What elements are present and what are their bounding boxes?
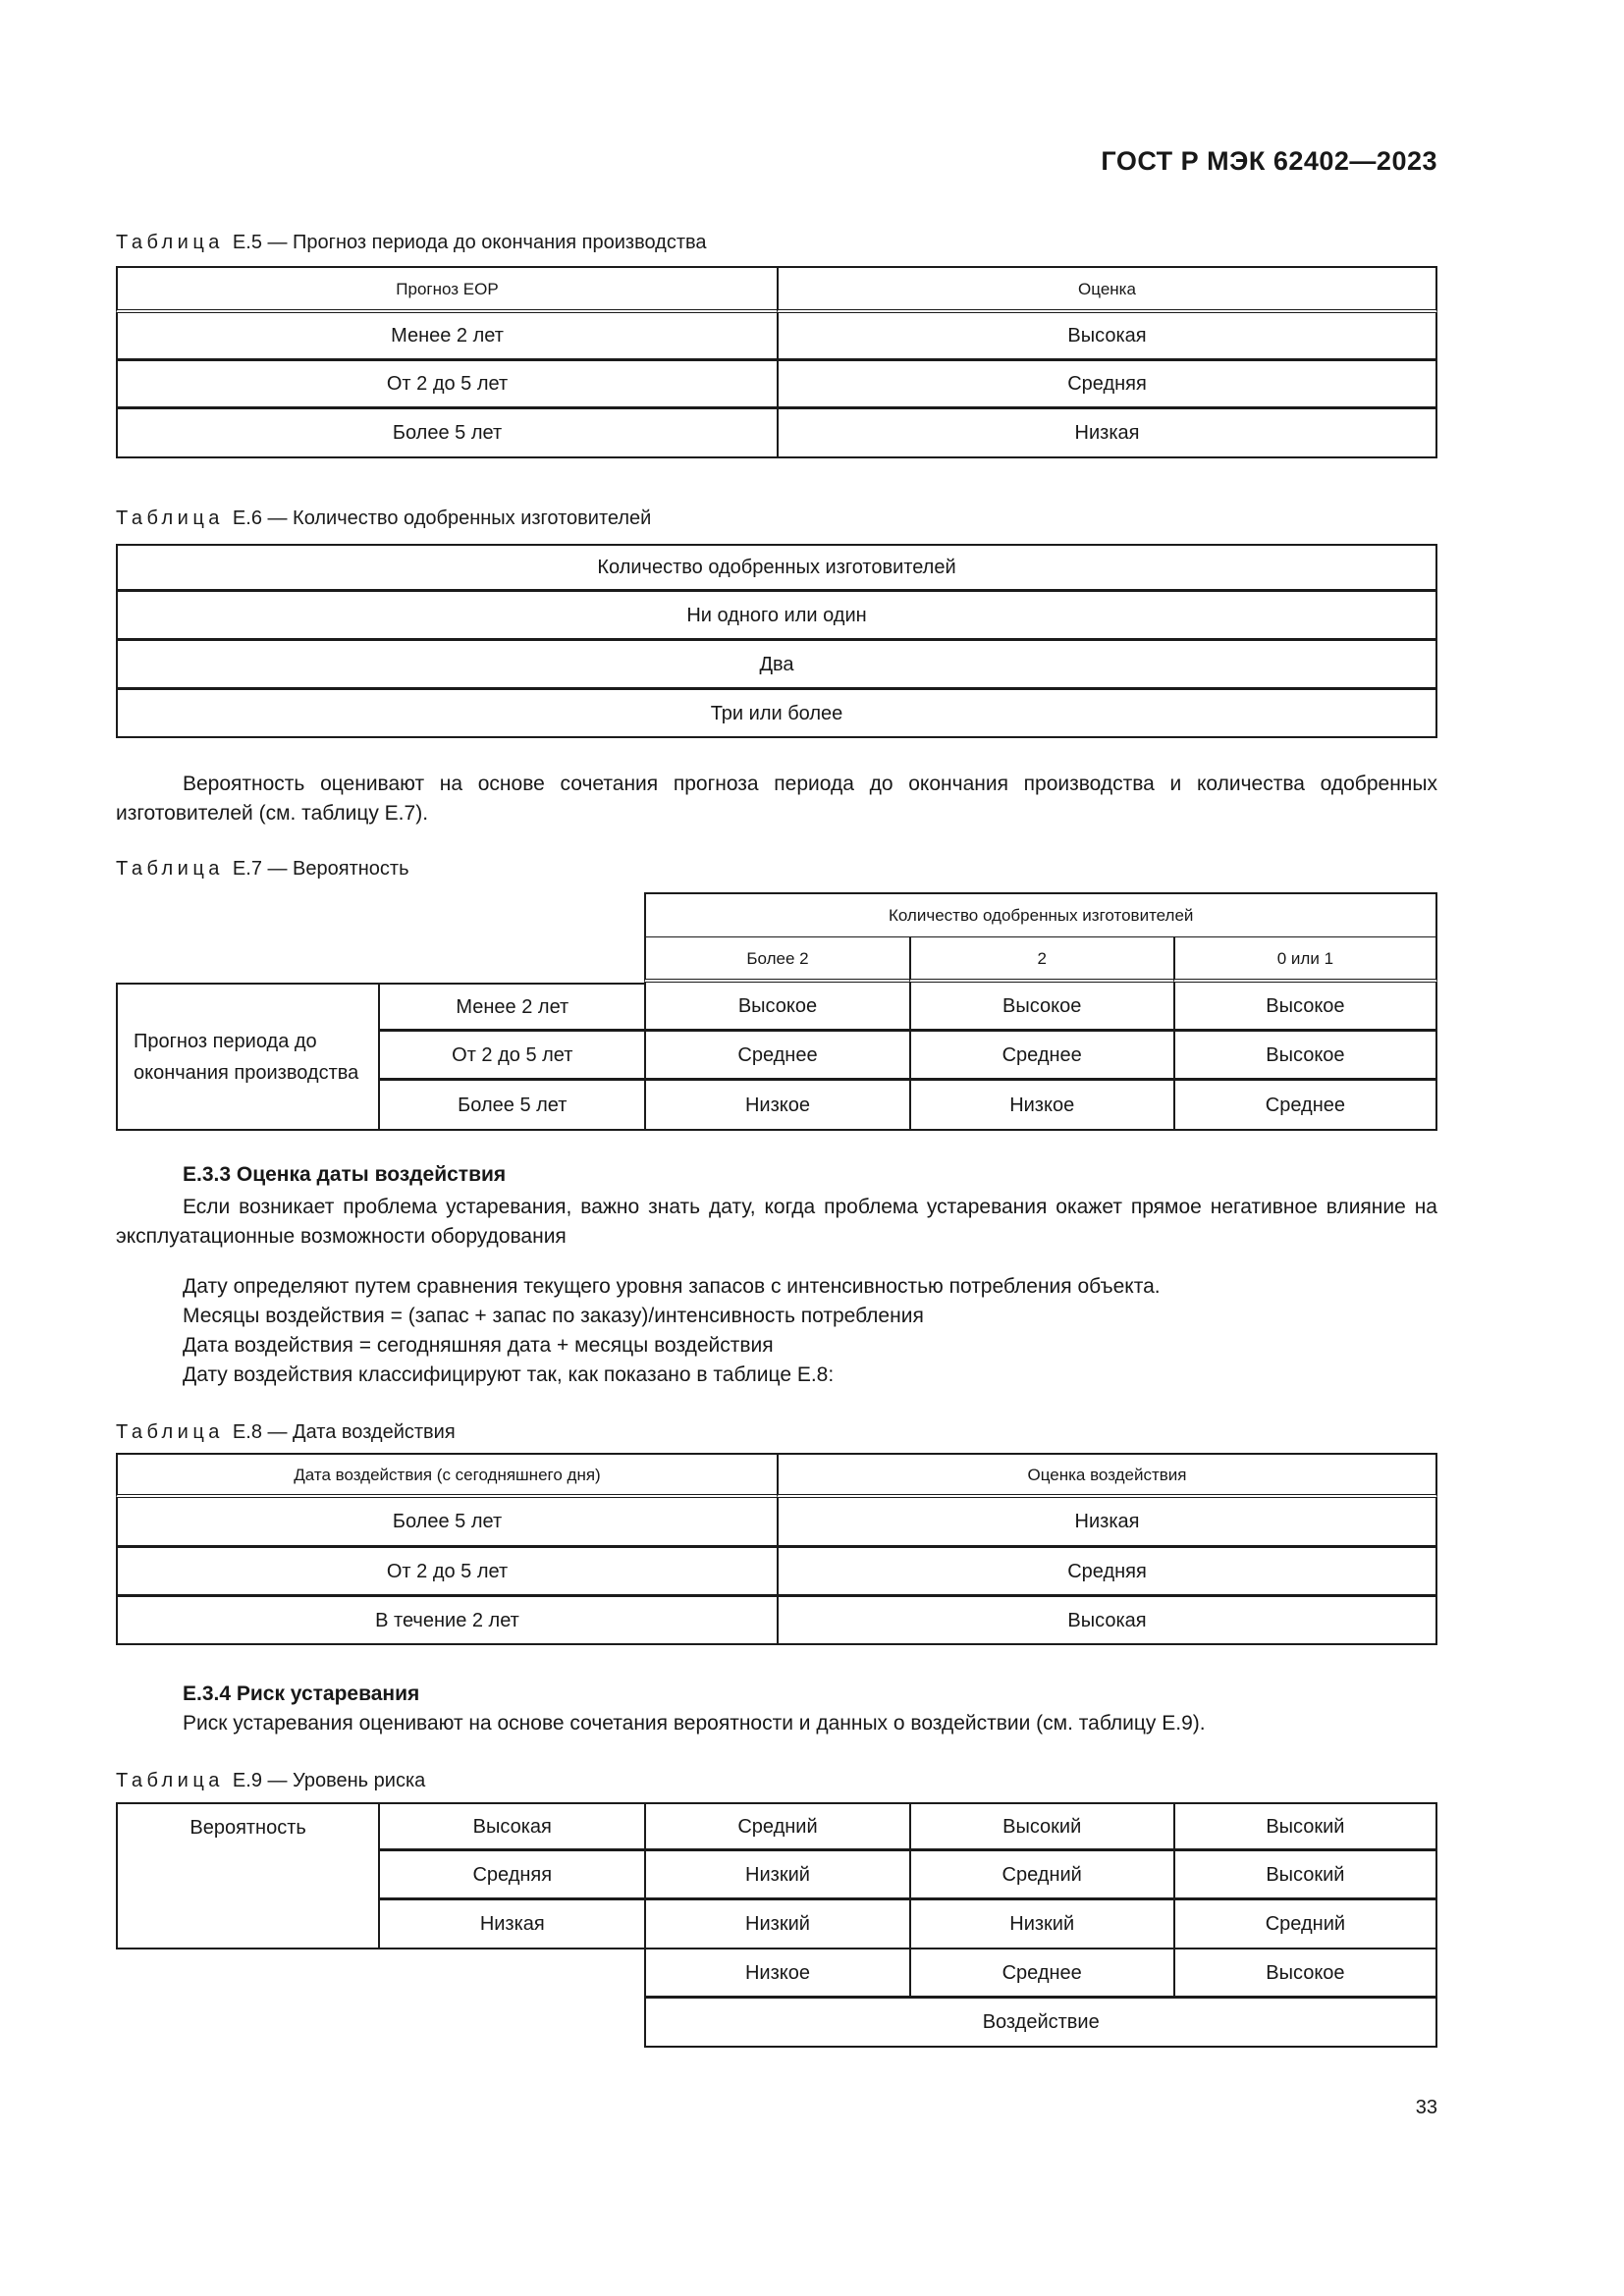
data-cell: Три или более [116,690,1437,738]
data-cell: Два [116,641,1437,690]
paragraph: Если возникает проблема устаревания, важно знать дату, когда проблема устаревания окажет прямое негативное влияние на эксплуатационные возможности оборудования [116,1196,1437,1248]
row-header-cell: От 2 до 5 лет [380,1032,644,1081]
row-header-cell: Высокая [380,1802,644,1851]
row-header-cell: Менее 2 лет [380,983,644,1032]
header-cell: Количество одобренных изготовителей [116,544,1437,592]
data-cell: Среднее [909,1032,1173,1081]
paragraph: Дату воздействия классифицируют так, как показано в таблице Е.8: [183,1363,835,1386]
data-cell: Высокое [644,983,908,1032]
impact-level-cell: Низкое [644,1949,908,1999]
impact-level-cell: Среднее [909,1949,1173,1999]
page-content [116,0,1437,2119]
table-e5 [116,266,1437,458]
caption-text: Е.8 — Дата воздействия [232,1421,456,1443]
data-cell: Средний [644,1802,908,1851]
data-cell: Низкий [909,1900,1173,1949]
header-cell: Прогноз ЕОР [116,266,777,313]
section-heading-e33: Е.3.3 Оценка даты воздействия [183,1163,507,1186]
table-e7 [116,892,1437,1131]
table-e5-caption [116,230,1437,255]
data-cell: Высокая [777,313,1437,361]
data-cell: Низкий [644,1900,908,1949]
formula-line: Дата воздействия = сегодняшняя дата + месяцы воздействия [183,1334,774,1357]
data-cell: Среднее [644,1032,908,1081]
data-cell: Высокое [1173,983,1437,1032]
data-cell: Менее 2 лет [116,313,777,361]
page-header: ГОСТ Р МЭК 62402—2023 [1101,146,1437,176]
caption-word: Таблица [116,1770,224,1791]
table-e6-caption [116,506,1437,531]
data-cell: Средний [909,1851,1173,1900]
table-e8 [116,1453,1437,1645]
header-cell: Дата воздействия (с сегодняшнего дня) [116,1453,777,1498]
impact-axis-label-cell: Воздействие [644,1999,1437,2048]
data-cell: Ни одного или один [116,592,1437,641]
row-label-cell: Прогноз периода до окончания производства [116,983,380,1131]
caption-text: Е.9 — Уровень риска [232,1770,426,1791]
data-cell: Более 5 лет [116,409,777,458]
header-cell: Оценка [777,266,1437,313]
data-cell: Более 5 лет [116,1498,777,1548]
table-e9 [116,1802,1437,2048]
section-heading-e34: Е.3.4 Риск устаревания [183,1682,420,1705]
caption-word: Таблица [116,232,224,253]
header-cell: 2 [909,937,1173,983]
impact-level-cell: Высокое [1173,1949,1437,1999]
data-cell: Средняя [777,361,1437,409]
paragraph: Дату определяют путем сравнения текущего уровня запасов с интенсивностью потребления объекта. [183,1275,1161,1298]
data-cell: Высокая [777,1597,1437,1645]
data-cell: Низкий [644,1851,908,1900]
row-header-cell: Более 5 лет [380,1081,644,1131]
data-cell: Средний [1173,1900,1437,1949]
data-cell: Высокий [909,1802,1173,1851]
header-cell: Количество одобренных изготовителей [644,892,1437,937]
table-e9-caption [116,1768,1437,1793]
data-cell: Высокое [909,983,1173,1032]
caption-text: Е.7 — Вероятность [232,858,409,880]
data-cell: Высокий [1173,1802,1437,1851]
caption-text: Е.6 — Количество одобренных изготовителей [232,507,652,529]
paragraph-probability-note: Вероятность оценивают на основе сочетания прогноза периода до окончания производства и количества одобренных изготовителей (см. таблицу Е.7). [116,773,1437,825]
header-cell: Более 2 [644,937,908,983]
formula-line: Месяцы воздействия = (запас + запас по заказу)/интенсивность потребления [183,1305,924,1327]
caption-word: Таблица [116,507,224,529]
data-cell: От 2 до 5 лет [116,361,777,409]
data-cell: Высокое [1173,1032,1437,1081]
header-cell: 0 или 1 [1173,937,1437,983]
paragraph: Риск устаревания оценивают на основе сочетания вероятности и данных о воздействии (см. таблицу Е.9). [183,1712,1206,1735]
data-cell: Низкое [644,1081,908,1131]
row-header-cell: Низкая [380,1900,644,1949]
row-header-cell: Средняя [380,1851,644,1900]
data-cell: От 2 до 5 лет [116,1548,777,1597]
data-cell: Низкое [909,1081,1173,1131]
caption-word: Таблица [116,858,224,880]
caption-word: Таблица [116,1421,224,1443]
header-cell: Оценка воздействия [777,1453,1437,1498]
data-cell: Низкая [777,1498,1437,1548]
caption-text: Е.5 — Прогноз периода до окончания производства [232,232,707,253]
data-cell: В течение 2 лет [116,1597,777,1645]
data-cell: Низкая [777,409,1437,458]
page-number: 33 [1415,2097,1437,2118]
data-cell: Средняя [777,1548,1437,1597]
table-e7-caption [116,856,1437,881]
table-e6 [116,544,1437,738]
data-cell: Среднее [1173,1081,1437,1131]
data-cell: Высокий [1173,1851,1437,1900]
row-label-cell: Вероятность [116,1802,380,1949]
table-e8-caption [116,1419,1437,1445]
